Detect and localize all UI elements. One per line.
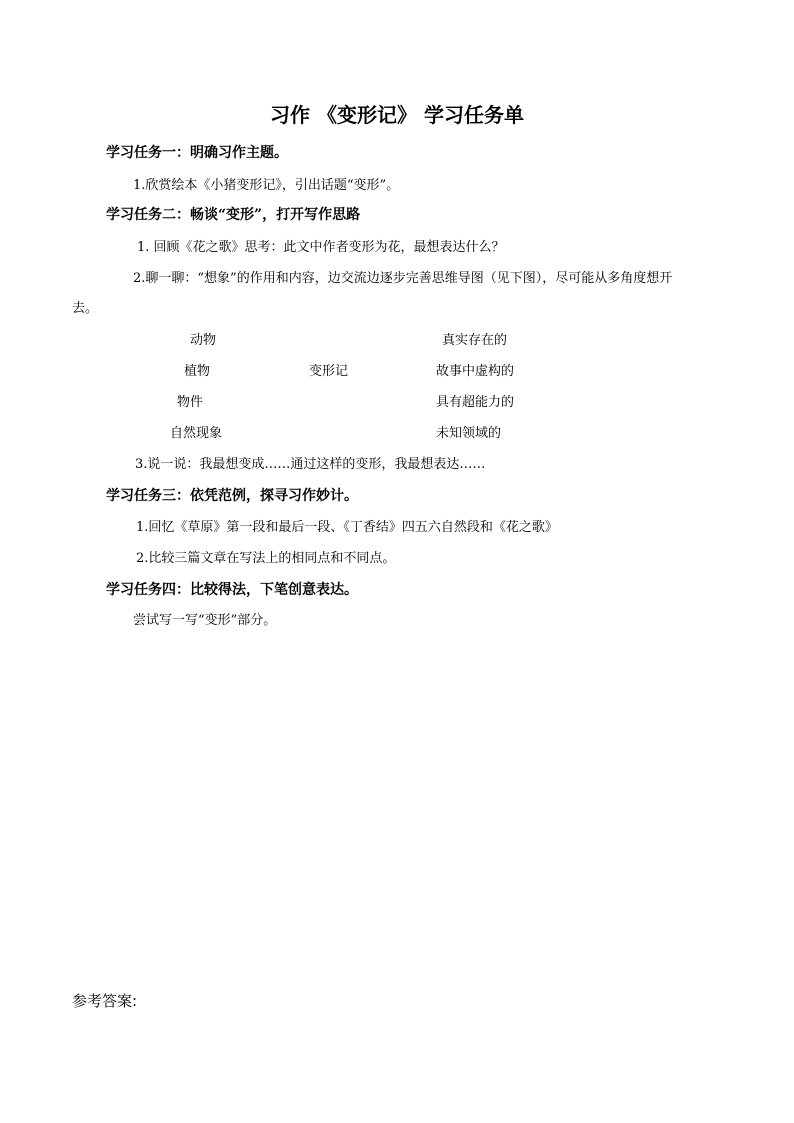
mindmap-left-item: 动物 (190, 333, 217, 348)
task2-item3: 3.说一说：我最想变成……通过这样的变形，我最想表达…… (135, 457, 486, 472)
mindmap-left-item: 物件 (177, 395, 204, 410)
task2-item2-line1: 2.聊一聊：“想象”的作用和内容，边交流边逐步完善思维导图（见下图），尽可能从多角度想开 (133, 271, 673, 286)
task4-item1: 尝试写一写“变形”部分。 (133, 613, 277, 628)
task2-heading: 学习任务二：畅谈“变形”，打开写作思路 (106, 207, 361, 223)
answer-label: 参考答案: (72, 992, 138, 1010)
mindmap-left-item: 植物 (184, 364, 211, 379)
mindmap-center: 变形记 (309, 364, 349, 379)
task4-heading: 学习任务四：比较得法，下笔创意表达。 (106, 582, 358, 598)
task3-item1: 1.回忆《草原》第一段和最后一段、《丁香结》四五六自然段和《花之歌》 (136, 520, 558, 535)
page-title: 习作 《变形记》 学习任务单 (270, 103, 524, 127)
mindmap-right-item: 未知领域的 (436, 426, 502, 441)
mindmap-right-item: 具有超能力的 (436, 395, 515, 410)
mindmap-right-item: 故事中虚构的 (436, 364, 515, 379)
mindmap-right-item: 真实存在的 (442, 333, 508, 348)
task3-item2: 2.比较三篇文章在写法上的相同点和不同点。 (136, 551, 396, 566)
task3-heading: 学习任务三：依凭范例，探寻习作妙计。 (106, 488, 358, 504)
task2-item1: 1. 回顾《花之歌》思考：此文中作者变形为花，最想表达什么？ (137, 240, 505, 255)
task1-item1: 1.欣赏绘本《小猪变形记》，引出话题“变形”。 (133, 178, 400, 193)
task1-heading: 学习任务一：明确习作主题。 (106, 145, 288, 161)
task2-item2-line2: 去。 (72, 301, 99, 316)
mindmap-left-item: 自然现象 (170, 426, 223, 441)
